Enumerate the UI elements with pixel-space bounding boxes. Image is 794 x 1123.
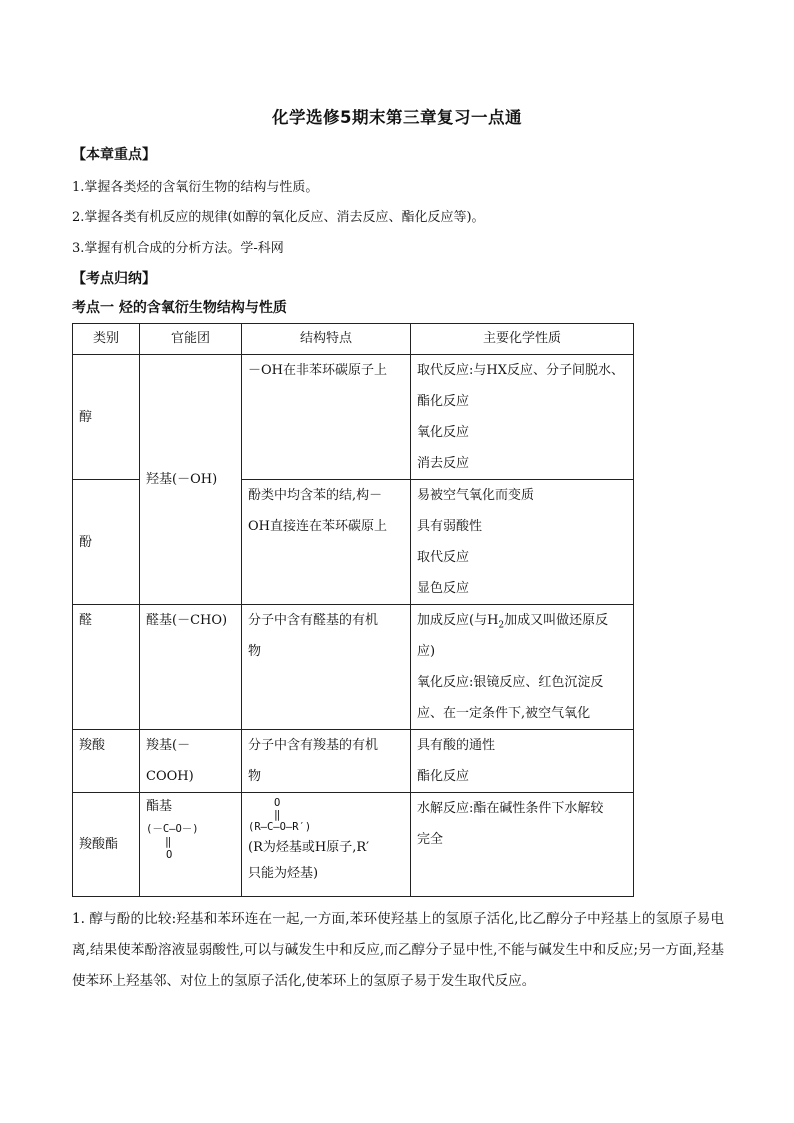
group-label: 酯基 (146, 799, 173, 814)
table-header-row (73, 324, 634, 355)
structure-aldehyde (242, 605, 411, 730)
category-alcohol (73, 355, 140, 480)
category-acid (73, 730, 140, 793)
property-item: 易被空气氧化而变质 (417, 488, 535, 503)
properties-alcohol (411, 355, 634, 480)
property-item: 完全 (417, 832, 444, 847)
structure-text: 酚类中均含苯的结,构－ (248, 488, 383, 503)
ester-structure-formula: O ‖ (R—C—O—R′) (248, 797, 312, 833)
properties-ester (411, 793, 634, 897)
group-ester (140, 793, 242, 897)
structure-phenol (242, 480, 411, 605)
group-label: 羟基(－OH) (146, 472, 218, 487)
group-label: 羧基(－COOH) (146, 738, 194, 784)
property-item: 氧化反应 (417, 425, 470, 440)
structure-text: (R为烃基或H原子,R′ (248, 840, 370, 855)
summary-heading: 【考点归纳】 (72, 271, 156, 287)
properties-phenol (411, 480, 634, 605)
structure-text: 物 (248, 769, 262, 784)
property-item: 显色反应 (417, 581, 470, 596)
header-category: 类别 (73, 324, 140, 355)
header-properties: 主要化学性质 (411, 324, 634, 355)
property-item: 具有酸的通性 (417, 738, 496, 753)
document-title: 化学选修5期末第三章复习一点通 (272, 108, 522, 127)
category-label: 醇 (79, 409, 93, 425)
property-item: 氧化反应:银镜反应、红色沉淀反 (417, 675, 604, 690)
group-hydroxyl (140, 355, 242, 605)
category-phenol (73, 480, 140, 605)
group-aldehyde (140, 605, 242, 730)
structure-text: 分子中含有醛基的有机 (248, 613, 379, 628)
table-row-ester (73, 793, 634, 897)
structure-alcohol (242, 355, 411, 480)
properties-acid (411, 730, 634, 793)
property-item: 酯化反应 (417, 394, 470, 409)
objective-2: 2.掌握各类有机反应的规律(如醇的氧化反应、消去反应、酯化反应等)。 (72, 210, 485, 225)
property-text: 加成反应(与H (417, 613, 499, 628)
properties-aldehyde (411, 605, 634, 730)
structure-acid (242, 730, 411, 793)
property-item: 具有弱酸性 (417, 519, 483, 534)
property-item: 酯化反应 (417, 769, 470, 784)
structure-text: －OH在非苯环碳原子上 (248, 363, 387, 378)
group-label: 醛基(－CHO) (146, 613, 228, 628)
property-item: 取代反应:与HX反应、分子间脱水、 (417, 363, 624, 378)
subscript: 2 (498, 620, 505, 631)
category-label: 醛 (79, 613, 93, 628)
header-functional-group: 官能团 (140, 324, 242, 355)
formula-text: (R—C—O—R′) (248, 821, 312, 833)
table-row-alcohol (73, 355, 634, 480)
key-points-heading: 【本章重点】 (72, 147, 156, 163)
property-item (417, 605, 627, 636)
oxygen-derivatives-table (72, 323, 634, 897)
category-label: 羧酸酯 (79, 837, 119, 852)
structure-text: 分子中含有羧基的有机 (248, 738, 379, 753)
structure-text: 物 (248, 644, 262, 659)
formula-oxygen: O (166, 849, 173, 861)
category-aldehyde (73, 605, 140, 730)
property-item: 取代反应 (417, 550, 470, 565)
structure-text: 只能为烃基) (248, 866, 319, 881)
knowledge-point-1-title: 考点一 烃的含氧衍生物结构与性质 (72, 300, 287, 316)
table-row-aldehyde (73, 605, 634, 730)
property-item: 水解反应:酯在碱性条件下水解较 (417, 801, 604, 816)
category-label: 羧酸 (79, 738, 106, 753)
ester-group-formula: (－C—O－) ‖ O (146, 823, 199, 861)
category-ester (73, 793, 140, 897)
property-item: 应) (417, 644, 436, 659)
property-item: 消去反应 (417, 456, 470, 471)
property-text: 加成又叫做还原反 (504, 613, 609, 628)
group-carboxyl (140, 730, 242, 793)
structure-text: OH直接连在苯环碳原上 (248, 519, 387, 534)
comparison-paragraph: 1. 醇与酚的比较:羟基和苯环连在一起,一方面,苯环使羟基上的氢原子活化,比乙醇分子中羟基上的氢原子易电离,结果使苯酚溶液显弱酸性,可以与碱发生中和反应,而乙醇分子显中性,不能与碱发生中和反应;另一方面,羟基使苯环上羟基邻、对位上的氢原子活化,使苯环上的氢原子易于发生取代反应。 (72, 911, 724, 989)
formula-text: (－C—O－) (146, 823, 199, 835)
structure-ester (242, 793, 411, 897)
objective-1: 1.掌握各类烃的含氧衍生物的结构与性质。 (72, 180, 319, 195)
header-structure: 结构特点 (242, 324, 411, 355)
formula-oxygen: O (274, 797, 281, 809)
property-item: 应、在一定条件下,被空气氧化 (417, 706, 591, 721)
table-row-acid (73, 730, 634, 793)
objective-3: 3.掌握有机合成的分析方法。学-科网 (72, 241, 284, 256)
category-label: 酚 (79, 534, 93, 550)
